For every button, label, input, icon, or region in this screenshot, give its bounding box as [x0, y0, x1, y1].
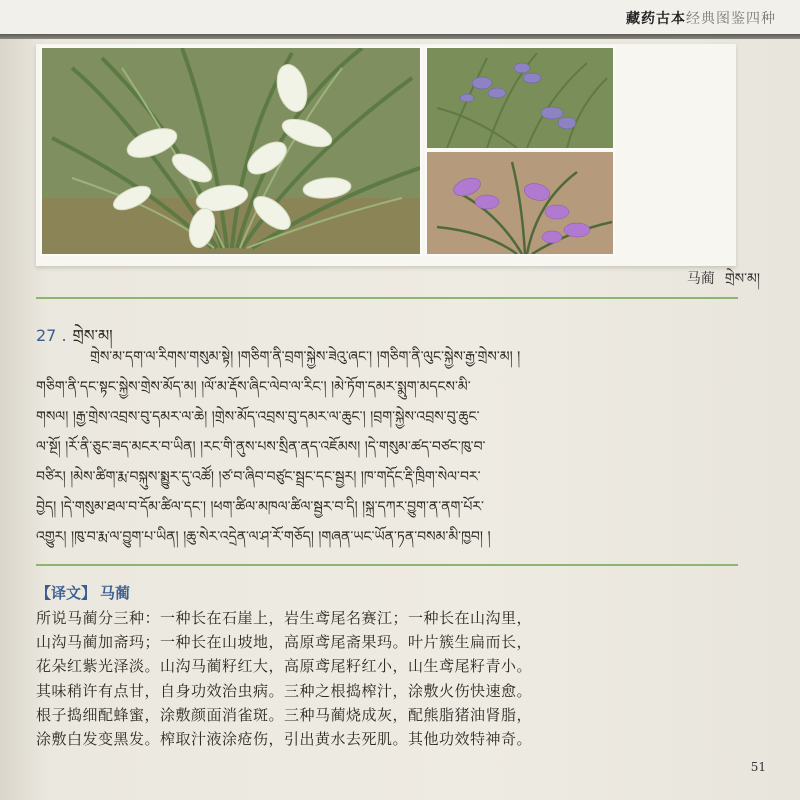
page-number: 51: [750, 760, 766, 774]
section-divider-bottom: [36, 564, 738, 566]
translation-line: 其味稍许有点甘，自身功效治虫病。三种之根捣榨汁，涂敷火伤快速愈。: [36, 681, 533, 700]
photo-purple-iris-soil: [425, 150, 615, 256]
running-header: [0, 0, 800, 36]
translation-heading: [36, 582, 130, 603]
tibetan-verse: [36, 342, 738, 552]
section-divider-top: [36, 297, 738, 299]
translation-title: 马蔺: [100, 584, 131, 602]
running-title: [626, 8, 776, 28]
translation-line: 所说马蔺分三种：一种长在石崖上，岩生鸢尾名赛江；一种长在山沟里，: [36, 609, 533, 627]
tibetan-line: གསལ། །རྒྱ་གྲེས་འབྲས་བུ་དམར་ལ་ཆེ། །གྲེས་མོད་འབྲས་བུ་དམར་ལ་ཆུང་། །བྲག་སྐྱེས་འབྲས་བུ་ཆུང་: [36, 409, 480, 425]
photo-caption-zh: 马蔺: [686, 271, 715, 287]
tibetan-line: བཙིར། །མེས་ཚིག་རྨ་བསྐུས་སྨྱུར་དུ་འཚོ། །ཙ་བ་ཞིབ་བཙུང་སྦྲང་དང་སྦྱར། །ཁ་གདོང་རྡི་ཁྲིག་སེལ་བར་: [36, 469, 481, 485]
translation-line: 花朵红紫光泽淡。山沟马蔺籽红大，高原鸢尾籽红小，山生鸢尾籽青小。: [36, 657, 533, 676]
header-rule: [0, 34, 800, 39]
photo-purple-iris-grass: [425, 46, 615, 150]
translation-line: 涂敷白发变黑发。榨取汁液涂疮伤，引出黄水去死肌。其他功效特神奇。: [36, 729, 533, 748]
translation-line: 山沟马蔺加斋玛；一种长在山坡地，高原鸢尾斋果玛。叶片簇生扁而长，: [36, 633, 533, 652]
entry-title-bo: གྲེས་མ།: [72, 326, 113, 345]
photo-white-iris: [40, 46, 422, 256]
tibetan-line: གཅིག་ནི་དང་སྟང་སྐྱེས་གྲེས་མོད་མ། །ལོ་མ་རྡོས་ཞིང་ལེབ་ལ་རིང་། །མེ་ཏོག་དམར་སྨུག་མདངས་མི་: [36, 379, 471, 395]
running-title-bold: 藏药古本: [626, 11, 686, 27]
photo-caption: [677, 262, 760, 302]
translation-text: [36, 606, 756, 751]
tibetan-line: གྲེས་མ་དག་ལ་རིགས་གསུམ་སྟེ། །གཅིག་ནི་བྲག་སྐྱེས་ཟེའུ་ཞང་། །གཅིག་ནི་ལུང་སྐྱེས་རྒྱ་གྲེས་མ། །: [90, 349, 521, 365]
translation-label: 【译文】: [36, 584, 97, 602]
entry-number: 27 .: [36, 326, 67, 345]
photo-caption-bo: གྲེས་མ།: [724, 271, 760, 287]
tibetan-line: ལ་སྔོ། །རོ་ནི་ཅུང་ཟད་མངར་བ་ཡིན། །རང་གི་ནུས་པས་སྲིན་ནད་འཇོམས། །དེ་གསུམ་ཚད་བཙང་ཁུ་བ་: [36, 439, 486, 455]
tibetan-line: བྱེད། །དེ་གསུམ་ཐལ་བ་དོམ་ཚིལ་དང་། །ཕག་ཚིལ་མཁལ་ཚིལ་སྦྱར་བ་དི། །སྐྲ་དཀར་བྱུག་ན་ནག་པོར་: [36, 499, 484, 515]
translation-line: 根子捣细配蜂蜜，涂敷颜面消雀斑。三种马蔺烧成灰，配熊脂猪油肾脂，: [36, 705, 533, 724]
running-title-light: 经典图鉴四种: [686, 11, 776, 27]
tibetan-line: འགྱུར། །ཁུ་བ་རྨ་ལ་བྱུག་པ་ཡིན། །ཆུ་སེར་འདྲེན་ལ་ཤ་རོ་གཅོད། །གཞན་ཡང་ཡོན་ཏན་བསམ་མི་ཁྱབ། །: [36, 529, 491, 545]
